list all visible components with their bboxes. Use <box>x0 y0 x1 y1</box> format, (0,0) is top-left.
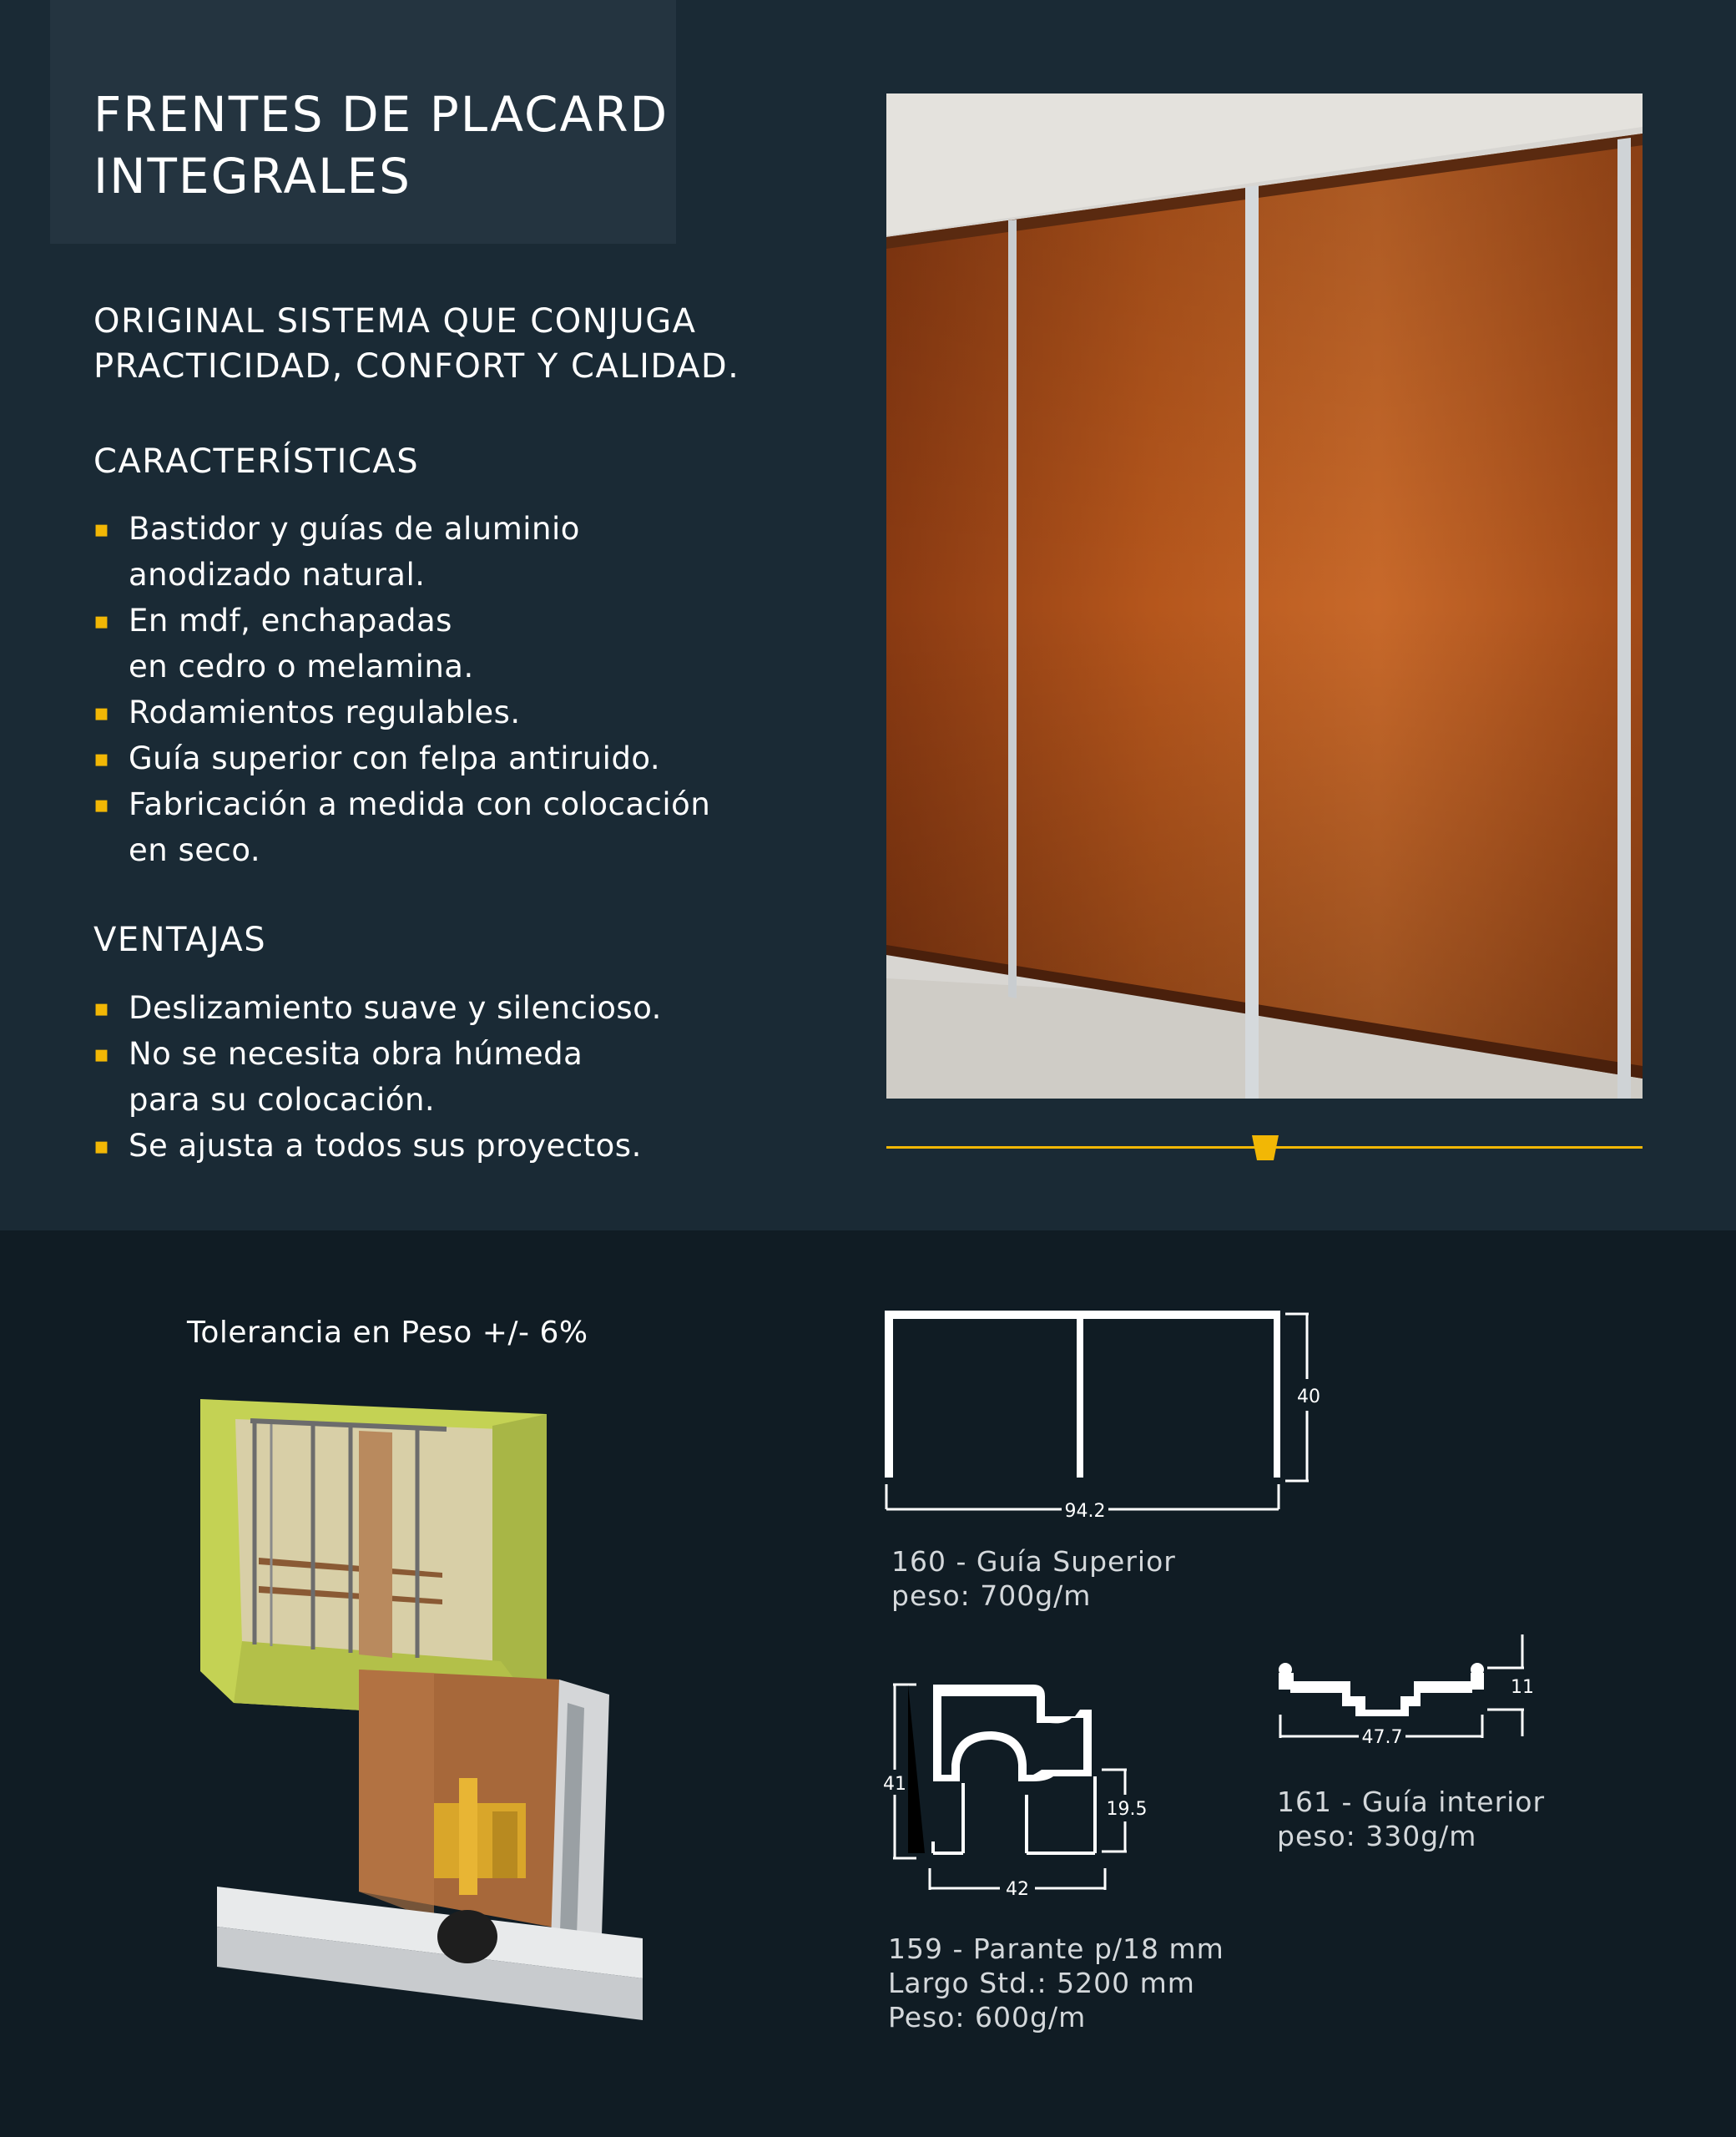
dim-94-2: 94.2 <box>1064 1501 1106 1522</box>
profile-161-drawing <box>1272 1629 1547 1746</box>
list-item: ▪ Bastidor y guías de aluminio anodizado natural. <box>93 506 710 598</box>
marker-icon <box>1252 1135 1279 1162</box>
profile-159-caption: 159 - Parante p/18 mm Largo Std.: 5200 mm Peso: 600g/m <box>888 1932 1224 2033</box>
profile-161-caption: 161 - Guía interior peso: 330g/m <box>1277 1786 1546 1852</box>
wardrobe-doors-photo <box>886 93 1643 1099</box>
bullet-icon: ▪ <box>93 1040 110 1068</box>
bullet-icon: ▪ <box>93 1132 110 1159</box>
dim-41: 41 <box>883 1774 906 1795</box>
list-item: ▪ Deslizamiento suave y silencioso. <box>93 985 662 1031</box>
dim-11: 11 <box>1511 1677 1534 1698</box>
dim-19-5: 19.5 <box>1106 1799 1148 1820</box>
caracteristicas-list <box>93 506 710 873</box>
subtitle: ORIGINAL SISTEMA QUE CONJUGA PRACTICIDAD, CONFORT Y CALIDAD. <box>93 302 740 386</box>
list-item: ▪ Fabricación a medida con colocación en seco. <box>93 781 710 873</box>
list-item: ▪ Guía superior con felpa antiruido. <box>93 735 710 781</box>
profile-159-drawing <box>883 1678 1183 1903</box>
system-illustration <box>192 1386 676 2020</box>
dim-40: 40 <box>1297 1387 1320 1407</box>
page-title: FRENTES DE PLACARD INTEGRALES <box>93 86 669 205</box>
list-item: ▪ En mdf, enchapadas en cedro o melamina. <box>93 598 710 690</box>
bullet-icon: ▪ <box>93 745 110 772</box>
bullet-icon: ▪ <box>93 791 110 818</box>
dim-42: 42 <box>1006 1879 1029 1900</box>
profile-160-drawing <box>883 1309 1320 1526</box>
list-item: ▪ No se necesita obra húmeda para su colocación. <box>93 1031 662 1123</box>
bullet-icon: ▪ <box>93 607 110 634</box>
caracteristicas-heading: CARACTERÍSTICAS <box>93 442 420 481</box>
ventajas-heading: VENTAJAS <box>93 921 267 959</box>
profile-160-caption: 160 - Guía Superior peso: 700g/m <box>891 1545 1176 1612</box>
bullet-icon: ▪ <box>93 994 110 1022</box>
dim-47-7: 47.7 <box>1361 1727 1403 1748</box>
ventajas-list <box>93 985 662 1169</box>
tolerance-label: Tolerancia en Peso +/- 6% <box>187 1316 588 1350</box>
bullet-icon: ▪ <box>93 699 110 726</box>
title-box <box>50 0 676 244</box>
list-item: ▪ Rodamientos regulables. <box>93 690 710 735</box>
list-item: ▪ Se ajusta a todos sus proyectos. <box>93 1123 662 1169</box>
bullet-icon: ▪ <box>93 515 110 543</box>
